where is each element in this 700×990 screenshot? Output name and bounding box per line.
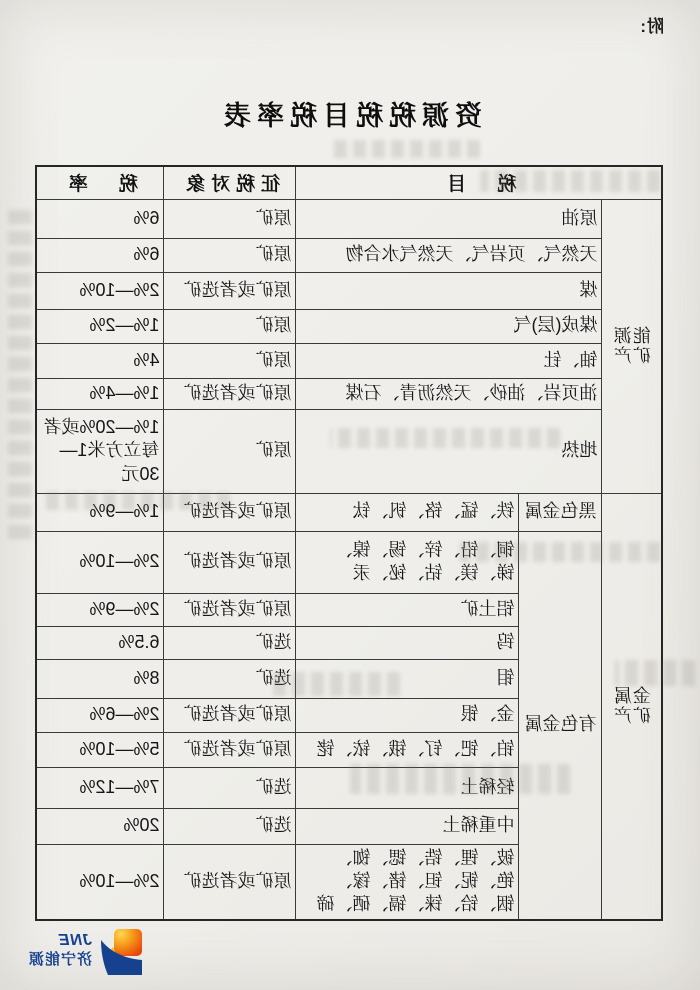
table-row <box>36 272 662 309</box>
tax-object-cell: 原矿 <box>164 199 296 238</box>
tax-rate-cell: 2%—10% <box>36 272 164 309</box>
table-row <box>36 238 662 272</box>
table-row <box>36 343 662 378</box>
tax-rate-cell: 1%—4% <box>36 378 164 409</box>
tax-rate-cell: 8% <box>36 659 164 698</box>
company-logo-text <box>28 926 92 970</box>
tax-object-cell: 原矿或者选矿 <box>164 531 296 593</box>
tax-rate-cell: 2%—9% <box>36 593 164 626</box>
tax-item-cell: 钨 <box>296 626 519 659</box>
table-row <box>36 409 662 493</box>
tax-item-cell: 煤成(层)气 <box>296 309 602 343</box>
tax-item-cell: 铝土矿 <box>296 593 519 626</box>
tax-rate-cell: 2%—10% <box>36 844 164 920</box>
tax-rate-cell: 5%—10% <box>36 732 164 767</box>
header-tax-object: 征税对象 <box>164 166 296 199</box>
company-logo-emblem-icon <box>100 928 144 978</box>
bleedthrough-smudge <box>8 210 32 540</box>
tax-rate-cell: 1%—9% <box>36 493 164 531</box>
table-row <box>36 309 662 343</box>
tax-item-cell: 天然气、页岩气、天然气水合物 <box>296 238 602 272</box>
tax-item-cell: 煤 <box>296 272 602 309</box>
tax-rate-cell: 6.5% <box>36 626 164 659</box>
company-name: 济宁能源 <box>27 951 92 968</box>
tax-object-cell: 原矿 <box>164 409 296 493</box>
tax-item-cell: 铀、钍 <box>296 343 602 378</box>
subcategory-ferrous-metals: 黑色金属 <box>519 493 602 531</box>
header-tax-rate: 税 率 <box>36 166 164 199</box>
tax-rate-cell: 1%—2% <box>36 309 164 343</box>
tax-item-cell: 铜、铅、锌、锡、镍、锑、镁、钴、铋、汞 <box>296 531 519 593</box>
tax-object-cell: 选矿 <box>164 808 296 844</box>
tax-rate-cell: 2%—6% <box>36 698 164 732</box>
tax-object-cell: 原矿或者选矿 <box>164 732 296 767</box>
tax-rate-cell: 20% <box>36 808 164 844</box>
tax-object-cell: 原矿或者选矿 <box>164 844 296 920</box>
table-row <box>36 378 662 409</box>
tax-object-cell: 选矿 <box>164 659 296 698</box>
tax-object-cell: 原矿或者选矿 <box>164 272 296 309</box>
tax-object-cell: 原矿 <box>164 238 296 272</box>
company-logo <box>14 926 144 984</box>
tax-object-cell: 原矿或者选矿 <box>164 378 296 409</box>
tax-rate-cell: 7%—12% <box>36 767 164 808</box>
tax-item-cell: 铂、钯、钌、锇、铱、铑 <box>296 732 519 767</box>
tax-item-cell: 铍、锂、锆、锶、铷、铯、铌、钽、锗、镓、铟、铪、铼、镉、硒、碲 <box>296 844 519 920</box>
header-tax-item: 税 目 <box>296 166 662 199</box>
tax-object-cell: 选矿 <box>164 626 296 659</box>
subcategory-nonferrous-metals: 有色金属 <box>519 531 602 920</box>
tax-object-cell: 原矿或者选矿 <box>164 593 296 626</box>
tax-item-cell: 地热 <box>296 409 602 493</box>
tax-rate-cell: 6% <box>36 199 164 238</box>
page-title: 资源税税目税率表 <box>218 101 482 131</box>
table-row <box>36 199 662 238</box>
tax-rate-table <box>35 165 663 921</box>
bleedthrough-smudge <box>330 140 480 158</box>
attachment-label: 附: <box>639 17 664 36</box>
tax-object-cell: 原矿或者选矿 <box>164 698 296 732</box>
tax-object-cell: 选矿 <box>164 767 296 808</box>
tax-item-cell: 油页岩、油砂、天然沥青、石煤 <box>296 378 602 409</box>
tax-rate-cell: 6% <box>36 238 164 272</box>
table-row <box>36 493 662 531</box>
tax-item-cell: 中重稀土 <box>296 808 519 844</box>
tax-item-cell: 铁、锰、铬、钒、钛 <box>296 493 519 531</box>
company-abbr: JNE <box>57 932 92 949</box>
tax-object-cell: 原矿 <box>164 343 296 378</box>
tax-rate-cell: 2%—10% <box>36 531 164 593</box>
table-row <box>36 531 662 593</box>
tax-object-cell: 原矿或者选矿 <box>164 493 296 531</box>
tax-item-cell: 金、银 <box>296 698 519 732</box>
tax-rate-cell: 1%—20%或者每立方米1—30元 <box>36 409 164 493</box>
category-energy-minerals: 能源 矿产 <box>602 199 662 493</box>
tax-object-cell: 原矿 <box>164 309 296 343</box>
tax-item-cell: 钼 <box>296 659 519 698</box>
tax-item-cell: 轻稀土 <box>296 767 519 808</box>
category-metal-minerals: 金属 矿产 <box>602 493 662 920</box>
table-header-row <box>36 166 662 199</box>
tax-rate-cell: 4% <box>36 343 164 378</box>
tax-item-cell: 原油 <box>296 199 602 238</box>
